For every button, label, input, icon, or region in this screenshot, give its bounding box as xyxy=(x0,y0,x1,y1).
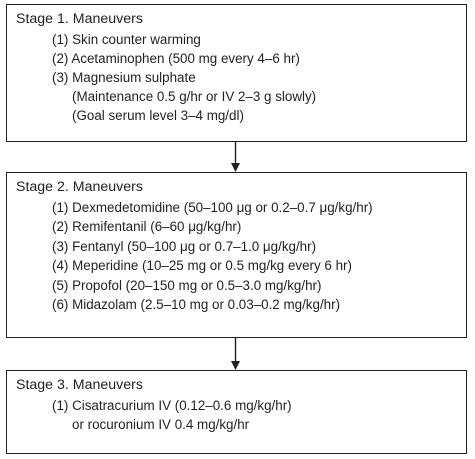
stage-2-item-3: (3) Fentanyl (50–100 μg or 0.7–1.0 μg/kg/hr) xyxy=(52,238,317,254)
stage-2-box xyxy=(6,172,467,338)
stage-1-item-1: (1) Skin counter warming xyxy=(52,32,201,47)
stage-1-item-3-label: (3) Magnesium sulphate xyxy=(52,70,196,85)
stage-3-title: Stage 3. Maneuvers xyxy=(16,377,143,393)
stage-2-item-6: (6) Midazolam (2.5–10 mg or 0.03–0.2 mg/kg/hr) xyxy=(52,297,341,313)
stage-3-item-list xyxy=(52,396,292,434)
stage-2-item-list xyxy=(52,198,373,314)
stage-2-title: Stage 2. Maneuvers xyxy=(16,179,143,195)
goal-serum-level-note: (Goal serum level 3–4 mg/dl) xyxy=(72,108,244,123)
stage-2-item-2: (2) Remifentanil (6–60 μg/kg/hr) xyxy=(52,219,242,235)
maintenance-dose-note: (Maintenance 0.5 g/hr or IV 2–3 g slowly) xyxy=(72,89,317,104)
stage-1-item-2: (2) Acetaminophen (500 mg every 4–6 hr) xyxy=(52,51,300,66)
arrow-stage-1-to-2 xyxy=(0,142,475,172)
stage-1-item-list xyxy=(52,30,316,125)
stage-1-title: Stage 1. Maneuvers xyxy=(16,11,143,27)
stage-3-item-1 xyxy=(52,396,292,434)
stage-2-item-5: (5) Propofol (20–150 mg or 0.5–3.0 mg/kg/hr) xyxy=(52,277,322,293)
stage-3-item-1-label: (1) Cisatracurium IV (0.12–0.6 mg/kg/hr) xyxy=(52,398,292,413)
stage-3-item-1-alternative: or rocuronium IV 0.4 mg/kg/hr xyxy=(72,417,250,432)
stage-2-item-1: (1) Dexmedetomidine (50–100 μg or 0.2–0.7 μg/kg/hr) xyxy=(52,200,373,215)
arrow-stage-2-to-3 xyxy=(0,338,475,370)
stage-2-item-4: (4) Meperidine (10–25 mg or 0.5 mg/kg every 6 hr) xyxy=(52,258,352,274)
stage-1-item-3 xyxy=(52,68,316,125)
stage-1-box xyxy=(6,4,467,142)
stage-1-item-3-details xyxy=(52,87,316,125)
stage-3-box xyxy=(6,370,467,454)
